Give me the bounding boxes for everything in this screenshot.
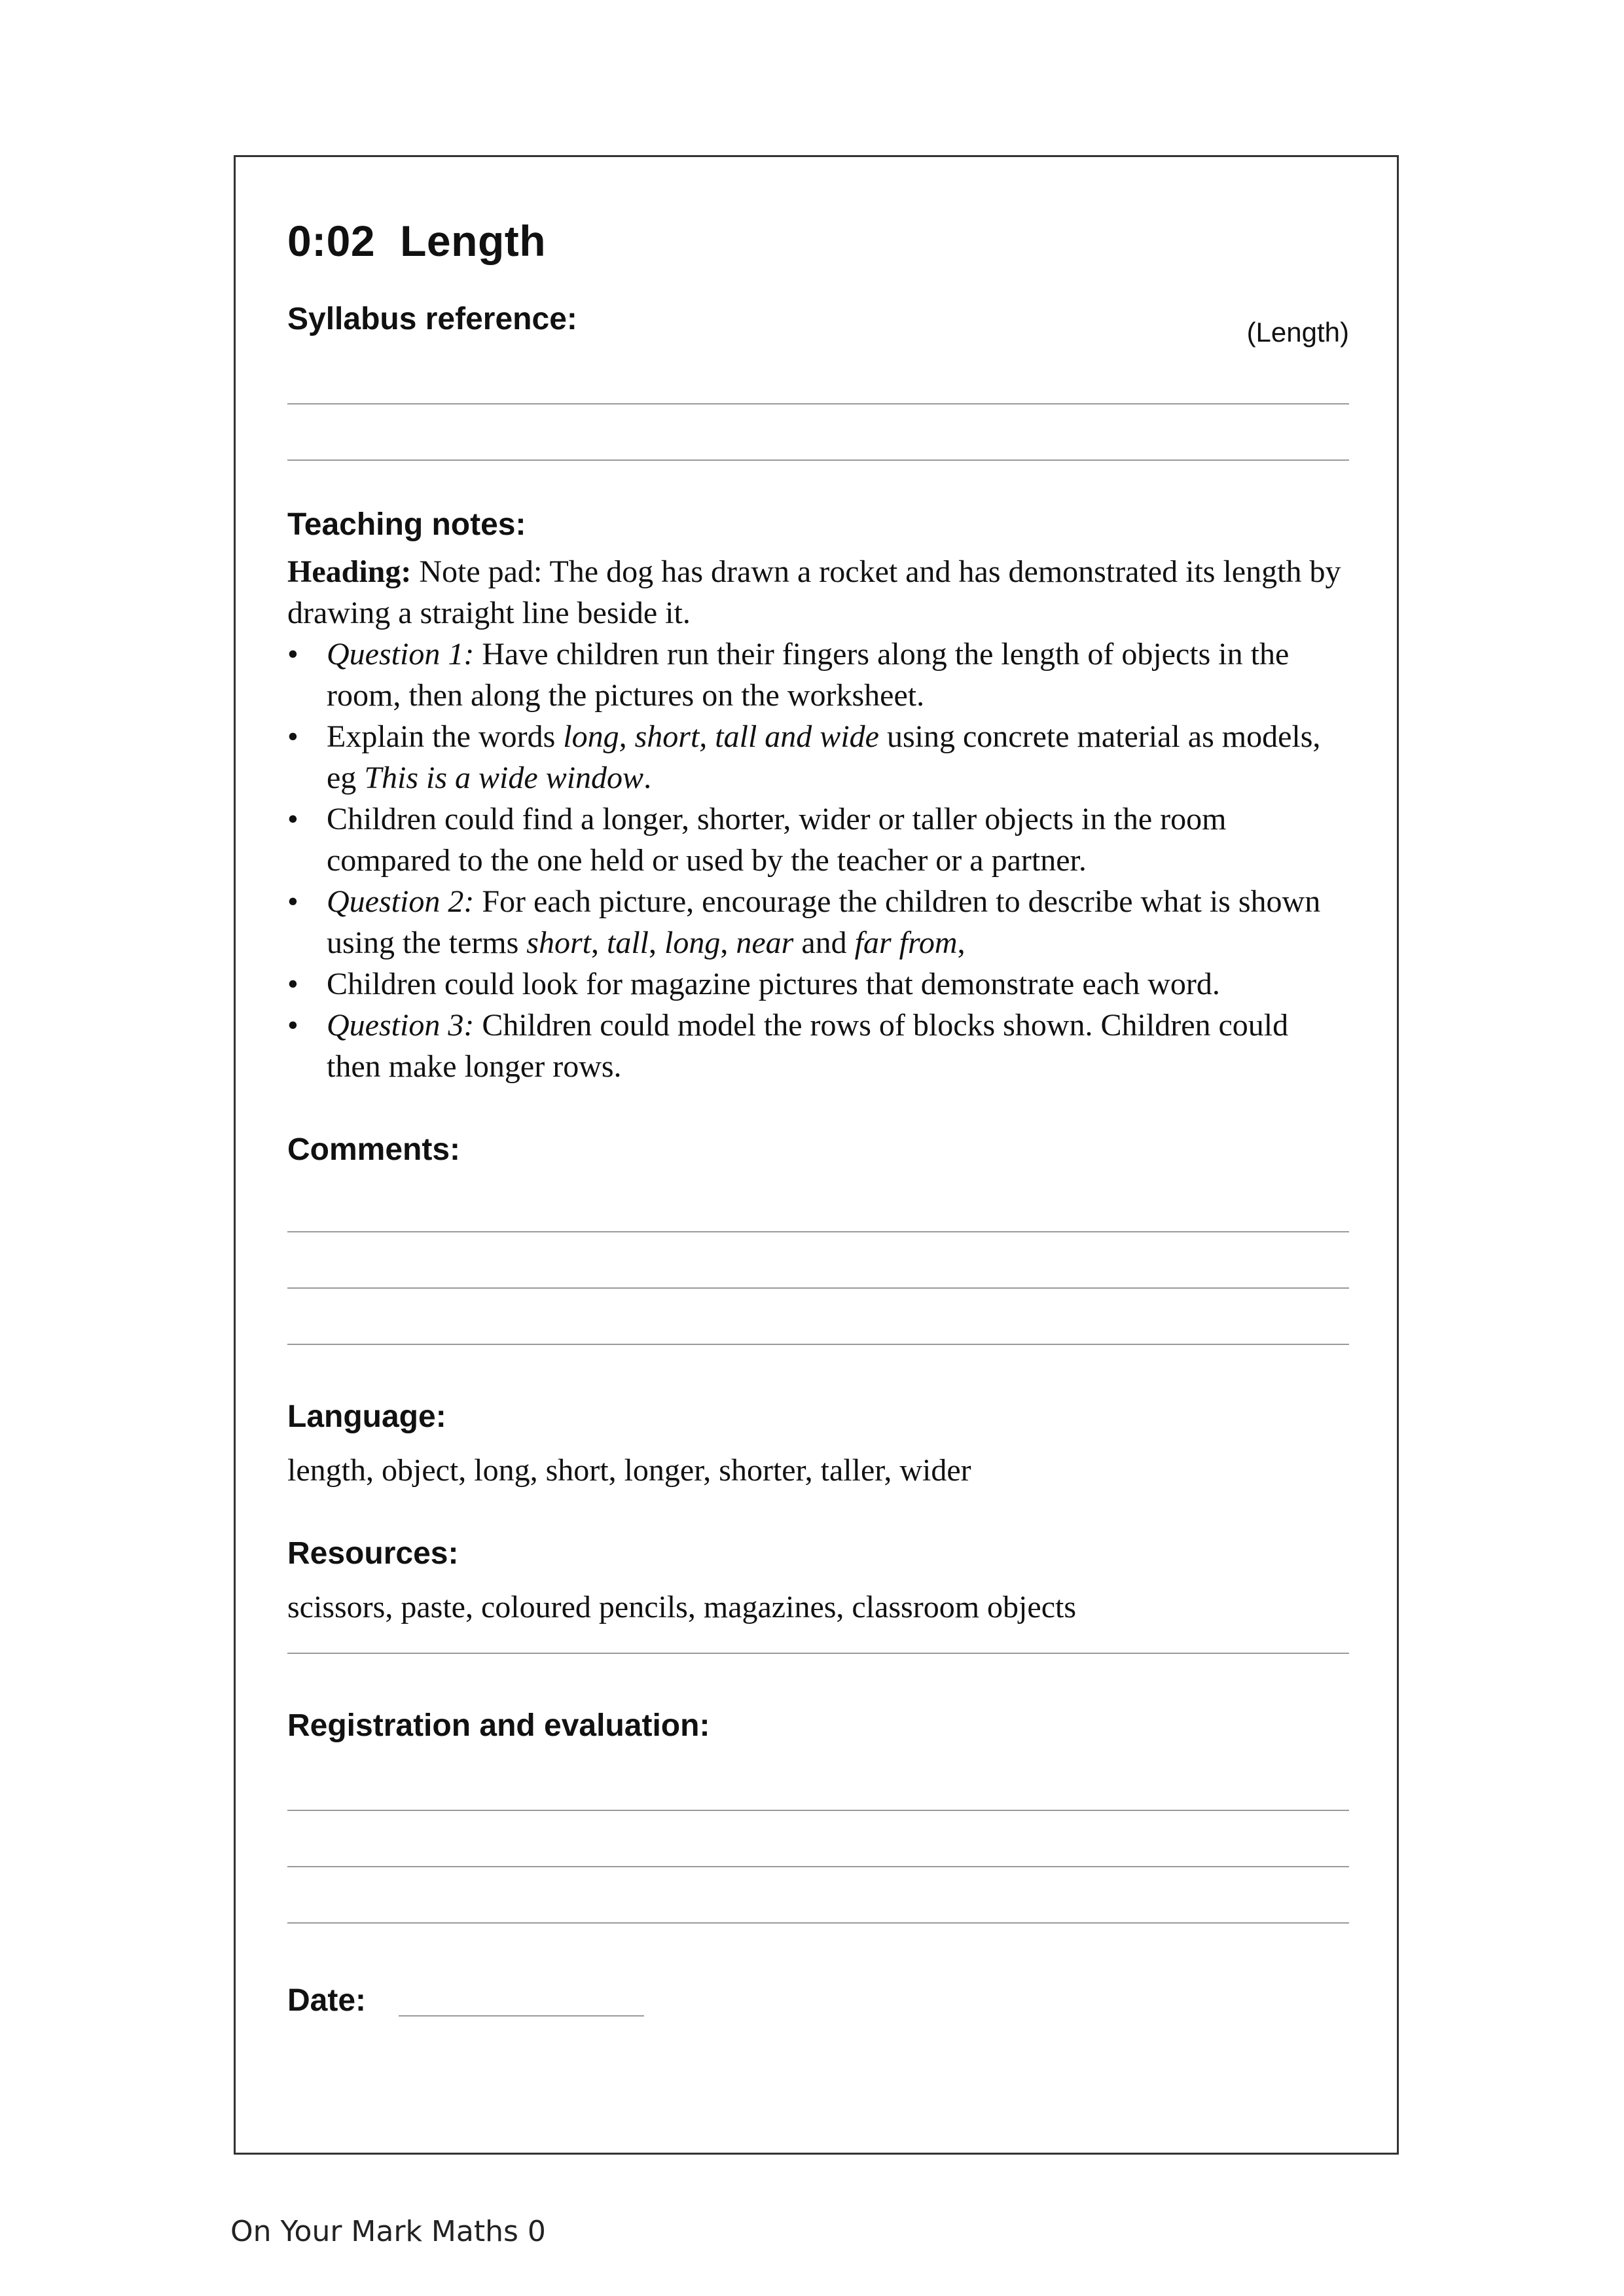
term-separator: , [649, 925, 665, 960]
bullet-glyph: • [287, 884, 298, 919]
bullet-glyph: • [287, 967, 298, 1001]
list-item [287, 634, 1349, 716]
registration-heading: Registration and evaluation: [287, 1708, 710, 1743]
date-field-line[interactable] [399, 2015, 644, 2017]
explain-example: This is a wide window [364, 761, 644, 795]
date-row [287, 1981, 1349, 2020]
language-heading: Language: [287, 1399, 446, 1434]
bullet-glyph: • [287, 719, 298, 754]
list-item [287, 716, 1349, 798]
term-long: long [664, 925, 721, 960]
date-label: Date: [287, 1983, 367, 2018]
term-near: near [736, 925, 794, 960]
comments-line-3[interactable] [287, 1344, 1349, 1345]
strand-label: (Length) [1246, 317, 1349, 348]
explain-text-end: . [643, 761, 652, 795]
question-2-end: , [957, 925, 965, 960]
comments-line-1[interactable] [287, 1231, 1349, 1232]
teaching-intro [287, 551, 1349, 634]
registration-line-2[interactable] [287, 1866, 1349, 1867]
bullet-glyph: • [287, 637, 298, 672]
term-and: and [793, 925, 855, 960]
resources-line[interactable] [287, 1653, 1349, 1654]
teaching-notes-heading: Teaching notes: [287, 507, 526, 542]
worksheet-frame [234, 155, 1399, 2155]
list-item [287, 881, 1349, 963]
term-separator: , [591, 925, 607, 960]
term-separator: , [720, 925, 736, 960]
page-title-text: Length [400, 217, 547, 265]
term-far-from: far from [854, 925, 958, 960]
magazine-text: Children could look for magazine pictures that demonstrate each word. [327, 967, 1220, 1001]
registration-line-1[interactable] [287, 1810, 1349, 1811]
list-item [287, 798, 1349, 881]
question-2-text: For each picture, encourage the children to describe what is shown using the terms [327, 884, 1321, 960]
term-tall: tall [607, 925, 649, 960]
question-3-label: Question 3: [327, 1008, 475, 1043]
list-item [287, 1005, 1349, 1087]
syllabus-heading: Syllabus reference: [287, 302, 577, 336]
page-title [287, 215, 1349, 267]
teaching-intro-text: Note pad: The dog has drawn a rocket and has demonstrated its length by drawing a straight line beside it. [287, 554, 1341, 630]
explain-terms: long, short, tall and wide [563, 719, 879, 754]
page-number: 0:02 [287, 217, 376, 265]
worksheet-content [287, 215, 1349, 2020]
term-short: short [526, 925, 591, 960]
explain-text-mid: using concrete material as models, eg [327, 719, 1321, 795]
bullet-glyph: • [287, 802, 298, 836]
bullet-glyph: • [287, 1008, 298, 1043]
language-text: length, object, long, short, longer, shorter, taller, wider [287, 1453, 971, 1488]
comments-line-2[interactable] [287, 1287, 1349, 1289]
resources-text: scissors, paste, coloured pencils, magazines, classroom objects [287, 1590, 1077, 1624]
syllabus-line-2[interactable] [287, 459, 1349, 461]
comments-heading: Comments: [287, 1132, 461, 1167]
question-1-text: Have children run their fingers along the length of objects in the room, then along the pictures on the worksheet. [327, 637, 1290, 713]
registration-line-3[interactable] [287, 1922, 1349, 1924]
explain-text-start: Explain the words [327, 719, 564, 754]
page-footer: On Your Mark Maths 0 [230, 2215, 546, 2248]
teaching-notes-list [287, 634, 1349, 1087]
compare-objects-text: Children could find a longer, shorter, wider or taller objects in the room compared to the one held or used by the teacher or a partner. [327, 802, 1227, 878]
question-3-text: Children could model the rows of blocks shown. Children could then make longer rows. [327, 1008, 1289, 1084]
resources-heading: Resources: [287, 1536, 459, 1571]
question-1-label: Question 1: [327, 637, 475, 672]
syllabus-line-1[interactable] [287, 403, 1349, 404]
question-2-label: Question 2: [327, 884, 475, 919]
teaching-intro-label: Heading: [287, 554, 412, 589]
list-item [287, 963, 1349, 1005]
